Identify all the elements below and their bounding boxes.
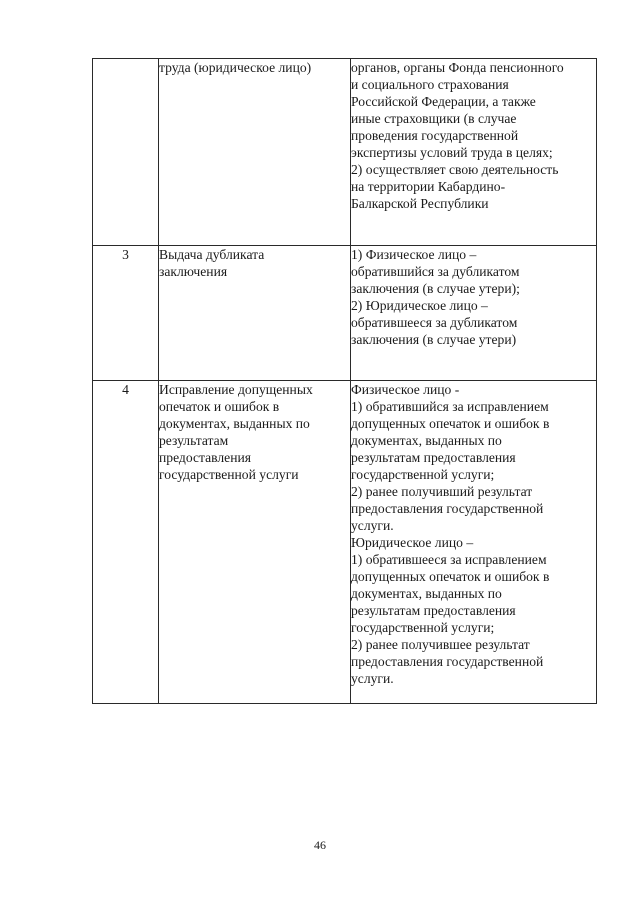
applicant-cell <box>351 246 597 381</box>
applicant-text-line: и социального страхования <box>351 77 509 92</box>
applicant-text-line: органов, органы Фонда пенсионного <box>351 60 564 75</box>
applicant-text-line: Юридическое лицо – <box>351 535 474 550</box>
applicant-text-line: обратившееся за дубликатом <box>351 315 518 330</box>
service-text-line: государственной услуги <box>159 467 299 482</box>
applicant-text-line: 1) обратившийся за исправлением <box>351 399 549 414</box>
table-row <box>93 246 597 381</box>
applicant-text-line: на территории Кабардино- <box>351 179 506 194</box>
applicant-text-line: экспертизы условий труда в целях; <box>351 145 553 160</box>
table-row <box>93 381 597 704</box>
applicant-text-line: обратившийся за дубликатом <box>351 264 520 279</box>
service-cell <box>159 381 351 704</box>
row-number-cell <box>93 246 159 381</box>
applicant-cell <box>351 59 597 246</box>
applicant-text-line: 1) Физическое лицо – <box>351 247 477 262</box>
applicant-text-line: Физическое лицо - <box>351 382 460 397</box>
applicant-text-line: иные страховщики (в случае <box>351 111 517 126</box>
applicant-text-line: допущенных опечаток и ошибок в <box>351 416 550 431</box>
applicant-text-line: документах, выданных по <box>351 586 502 601</box>
service-text-line: предоставления <box>159 450 252 465</box>
service-text-line: Исправление допущенных <box>159 382 313 397</box>
row-number: 4 <box>122 382 129 397</box>
applicant-text-line: проведения государственной <box>351 128 519 143</box>
applicant-text-line: допущенных опечаток и ошибок в <box>351 569 550 584</box>
applicant-text-line: результатам предоставления <box>351 450 516 465</box>
service-text-line: Выдача дубликата <box>159 247 265 262</box>
row-number: 3 <box>122 247 129 262</box>
applicant-text-line: предоставления государственной <box>351 654 544 669</box>
table-row <box>93 59 597 246</box>
applicant-text-line: государственной услуги; <box>351 620 495 635</box>
page-number: 46 <box>314 838 326 852</box>
applicant-text-line: Балкарской Республики <box>351 196 489 211</box>
row-number-cell <box>93 381 159 704</box>
applicant-text-line: заключения (в случае утери); <box>351 281 520 296</box>
applicant-text-line: 1) обратившееся за исправлением <box>351 552 547 567</box>
service-text-line: результатам <box>159 433 229 448</box>
row-number-cell <box>93 59 159 246</box>
service-cell <box>159 59 351 246</box>
applicant-text-line: 2) осуществляет свою деятельность <box>351 162 559 177</box>
applicant-text-line: 2) ранее получившее результат <box>351 637 530 652</box>
services-table <box>92 58 597 704</box>
applicant-text-line: заключения (в случае утери) <box>351 332 517 347</box>
applicant-text-line: 2) ранее получивший результат <box>351 484 533 499</box>
service-text-line: труда (юридическое лицо) <box>159 60 312 75</box>
service-text-line: опечаток и ошибок в <box>159 399 280 414</box>
applicant-text-line: 2) Юридическое лицо – <box>351 298 488 313</box>
applicant-text-line: результатам предоставления <box>351 603 516 618</box>
applicant-text-line: услуги. <box>351 518 394 533</box>
service-text-line: заключения <box>159 264 228 279</box>
applicant-text-line: предоставления государственной <box>351 501 544 516</box>
applicant-text-line: Российской Федерации, а также <box>351 94 536 109</box>
service-text-line: документах, выданных по <box>159 416 310 431</box>
applicant-text-line: государственной услуги; <box>351 467 495 482</box>
service-cell <box>159 246 351 381</box>
applicant-text-line: документах, выданных по <box>351 433 502 448</box>
applicant-text-line: услуги. <box>351 671 394 686</box>
applicant-cell <box>351 381 597 704</box>
